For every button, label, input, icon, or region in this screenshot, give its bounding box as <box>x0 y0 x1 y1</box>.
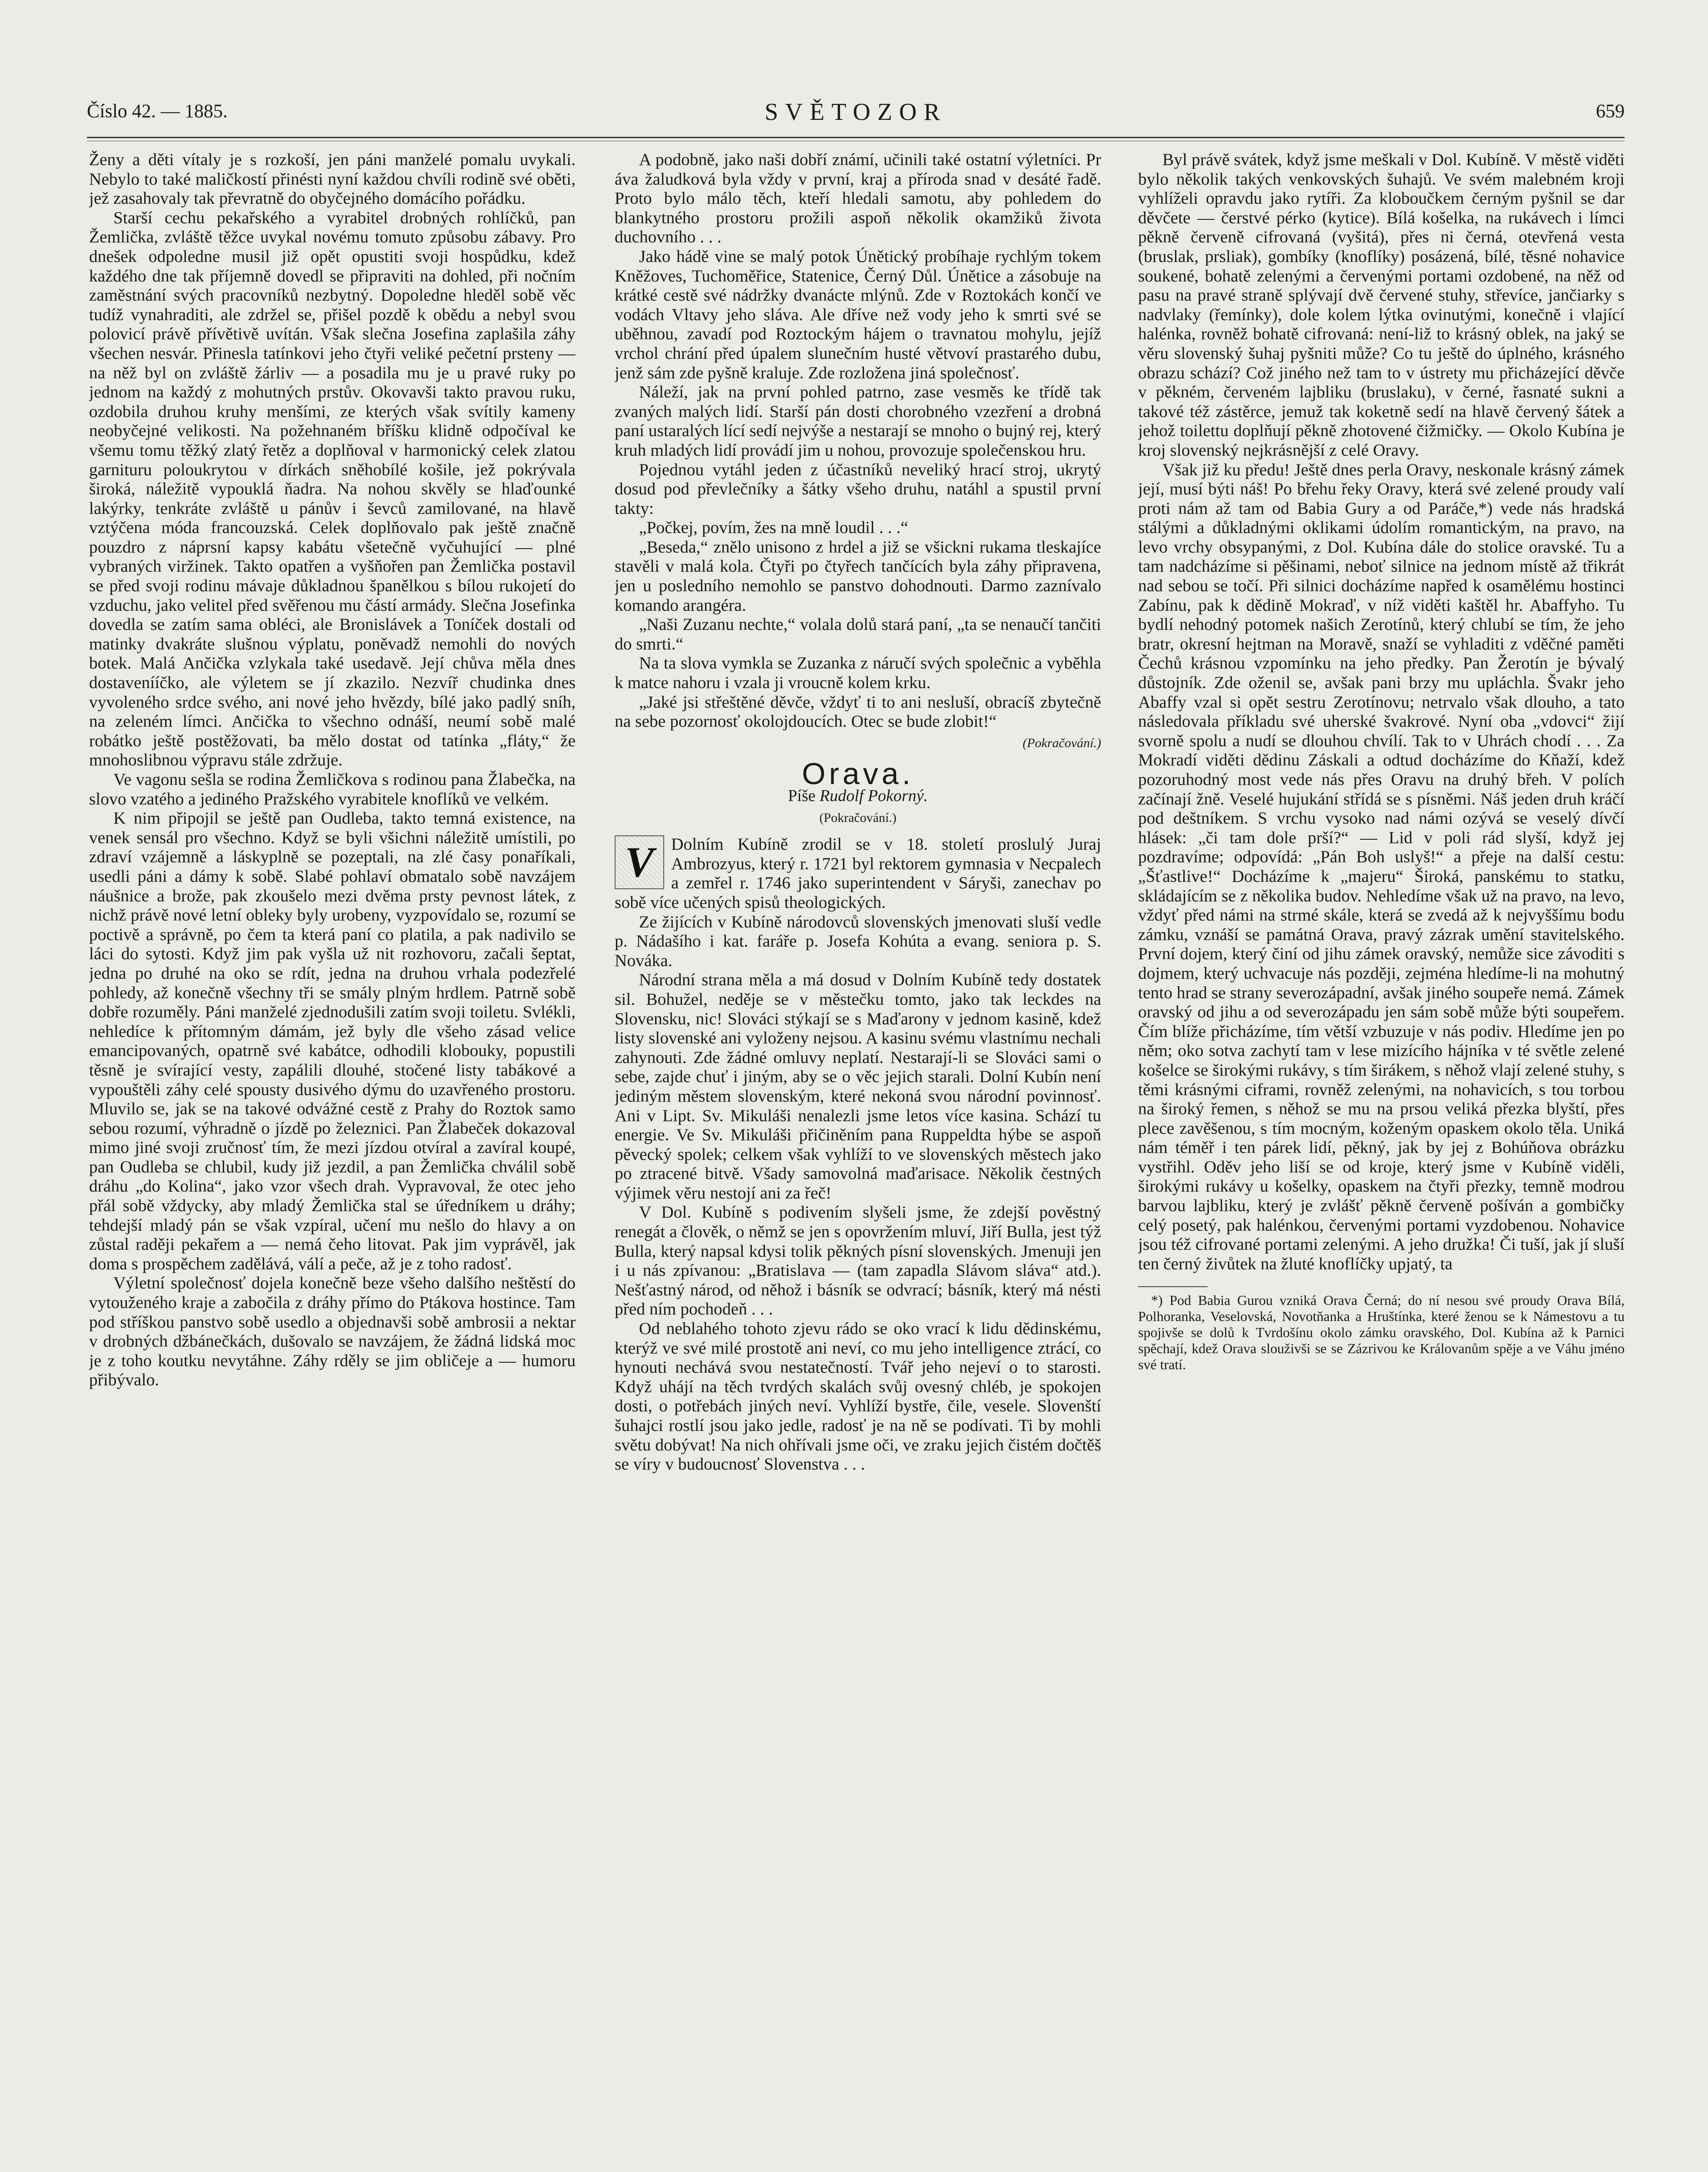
paragraph: Ze žijících v Kubíně národovců slovenských jmenovati sluší vedle p. Nádašího i kat. faráře p. Josefa Kohúta a evang. seniora p. S. Nováka. <box>615 912 1101 970</box>
paragraph: Pojednou vytáhl jeden z účastníků neveliký hrací stroj, ukrytý dosud pod převlečníky a šátky všeho druhu, natáhl a spustil první takty: <box>615 460 1101 518</box>
page-header <box>87 100 1625 139</box>
footnote <box>1138 1292 1625 1373</box>
byline-prefix: Píše <box>788 787 816 805</box>
paragraph: „Beseda,“ znělo unisono z hrdel a již se všickni rukama tleskajíce stavěli v malá kola. Čtyři po čtyřech tančících byla záhy připravena, jen u posledního nemohlo se panstvo dohodnouti. Darmo zaznívalo komando arangéra. <box>615 537 1101 615</box>
paragraph: „Jaké jsi střeštěné děvče, vždyť ti to ani nesluší, obracíš zbytečně na sebe pozornosť okolojdoucích. Otec se bude zlobit!“ <box>615 692 1101 731</box>
drop-cap: V <box>615 835 664 889</box>
footnote-text: *) Pod Babia Gurou vzniká Orava Černá; do ní nesou své proudy Orava Bílá, Polhoranka, Veselovská, Novotňanka a Hruštínka, které ženou se k Námestovu a tu spojivše se dolů k Tvrdošínu okolo zámku oravského, Dol. Kubína až k Parnici spěchají, kdež Orava slouživši se se Zázrivou ke Královanům spěje a ve Váhu jméno své tratí. <box>1138 1292 1625 1373</box>
header-rule <box>87 137 1625 141</box>
paragraph: Výletní společnosť dojela konečně beze všeho dalšího neštěstí do vytouženého kraje a zabočila z dráhy přímo do Ptákova hostince. Tam pod stříškou panstvo sobě usedlo a objednavši sobě ambrosii a nektar v drobných džbánečkách, dušovalo se navzájem, že žádná lidská moc je z toho koutku nevytáhne. Záhy rděly se jim obličeje a — humoru přibývalo. <box>89 1273 576 1390</box>
article-body-start <box>615 834 1101 912</box>
paragraph: Starší cechu pekařského a vyrabitel drobných rohlíčků, pan Žemlička, zvláště těžce uvykal novému tomuto způsobu zábavy. Pro dnešek odpoledne musil již opět opustiti svoji hospůdku, kdež každého dne tak příjemně dovedl se připraviti na dohled, při nočním zaměstnání svých pracovníků nezbytný. Dopoledne hleděl sobě věc tudíž vynahraditi, ale zdržel se, přišel pozdě k obědu a nebyl svou polovicí právě přívětivě uvítán. Však slečna Josefina zaplašila záhy všechen nesvár. Přinesla tatínkovi jeho čtyři veliké pečetní prsteny — na něž byl on zvláště žárliv — a posadila mu je u pravé ruky po jednom na každý z mohutných prstův. Okovavši takto pravou ruku, ozdobila druhou kruhy menšími, ze kterých však svítily kameny neobyčejné velikosti. Na požehnaném bříšku klidně odpočíval ke všemu tomu těžký zlatý řetěz a doplňoval v harmonický celek zlatou garnituru poloukrytou v dírkách sněhobílé košile, jež pokrývala široká, náležitě vypouklá ňadra. Na nohou skvěly se hlaďounké lakýrky, tenkráte zvláště u pánův i ševců zamilované, na hlavě vztýčena móda francouzská. Celek doplňovalo pak ještě značně pouzdro z náprsní kapsy kabátu všetečně vyčuhující — plné vybraných viržinek. Takto opatřen a vyšňořen pan Žemlička postavil se před svoji rodinu mávaje důkladnou španělkou s bílou rukojetí do vzduchu, jako velitel před svěřenou mu částí armády. Slečna Josefinka dovedla se zatím sama obléci, ale Bronislávek a Toníček dostali od matinky dvakráte slušnou výplatu, poněvadž nemohli do nových botek. Malá Ančička vzlykala také usedavě. Její chůva měla dnes dostavenííčko, ale výletem se jí zkazilo. Nezvíř chudinka dnes vyvoleného srdce svého, ani nové jeho hvězdy, bílé jako padlý sníh, na zeleném límci. Ančička to všechno odnáší, neumí sobě malé robátko ještě postěžovati, ba mělo dostat od tatínka „fláty,“ že mnohoslibnou výpravu stále zdržuje. <box>89 208 576 770</box>
paragraph: K nim připojil se ještě pan Oudleba, takto temná existence, na venek sensál pro všechno. Když se byli všichni náležitě umístili, po zdraví vzájemně a láskyplně se pozeptali, na zlé časy ponaříkali, usedli páni a dámy k sobě. Slabé pohlaví obmatalo sobě navzájem náušnice a brože, pak zkoušelo mezi dvěma prsty pevnost látek, z nichž právě nové letní obleky byly urobeny, vyzpovídalo se, rozumí se poctivě a správně, po čem ta která paní co platila, a pak nadivilo se láci do sytosti. Když jim pak vyšla už nit rozhovoru, začali šeptat, jedna po druhé na oko se rdít, jedna na druhou vrhala podezřelé pohledy, až konečně všechny tři se smály plným hrdlem. Patrně sobě dobře rozuměly. Páni manželé zjednodušili zatím svoji toiletu. Svlékli, nehledíce k přítomným dámám, jež byly dle všeho zásad velice emancipovaných, opatrně své kabátce, odhodili klobouky, popustili těsně je svírající vesty, zapálili dlouhé, stočené listy tabákové a vypouštěli záhy celé spousty dusivého dýmu do uzavřeného prostoru. Mluvilo se, jak se na takové odvážné cestě z Prahy do Roztok samo sebou rozumí, výhradně o jízdě po železnici. Pan Žlabeček dokazoval mimo jiné svoji zručnosť tím, že mezi jízdou otvíral a zavíral koupé, pan Oudleba se chlubil, kudy již jezdil, a pan Žemlička chválil sobě dráhu „do Kolina“, jako vzor všech drah. Vypravoval, že otec jeho přál sobě vždycky, aby mladý Žemlička stal se úředníkem u dráhy; tehdejší mladý pán se však vzpíral, učení mu nešlo do hlavy a on zůstal raději pekařem a — nemá čeho litovat. Pak jim vyprávěl, jak doma s prospěchem zadělává, válí a peče, až je z toho radosť. <box>89 808 576 1273</box>
continuation-note: (Pokračování.) <box>1023 735 1101 750</box>
paragraph: Ženy a děti vítaly je s rozkoší, jen páni manželé pomalu uvykali. Nebylo to také maličkostí přinésti nyní každou chvíli rodině své oběti, jež zasahovaly tak převratně do obyčejného domácího pořádku. <box>89 150 576 208</box>
paragraph: Náleží, jak na první pohled patrno, zase vesměs ke třídě tak zvaných malých lidí. Starší pán dosti chorobného vzezření a drobná paní ustaralých lící sedí nejvýše a nestarají se mnoho o bujný rej, který kruh mladých lidí provádí jim u nohou, provozuje společenskou hru. <box>615 382 1101 460</box>
column-3 <box>1138 150 1625 2148</box>
footnote-rule <box>1138 1286 1208 1287</box>
paragraph: „Počkej, povím, žes na mně loudil . . .“ <box>639 518 908 537</box>
paragraph: „Naši Zuzanu nechte,“ volala dolů stará paní, „ta se nenaučí tančiti do smrti.“ <box>615 615 1101 653</box>
article-byline <box>615 786 1101 806</box>
paragraph: Národní strana měla a má dosud v Dolním Kubíně tedy dostatek sil. Bohužel, neděje se v městečku tomto, jako tak leckdes na Slovensku, nic! Slováci stýkají se s Maďarony v jednom kasině, kdež listy slovenské ani vyloženy nejsou. A kasinu svému vlastnímu nechali zahynouti. Zde žádné omluvy neplatí. Nestarají-li se Slováci sami o sebe, zajde chuť i jiným, aby se o věc jejich starali. Dolní Kubín není jediným městem slovenským, které nekoná svou národní povinnosť. Ani v Lipt. Sv. Mikuláši nenalezli jsme letos více kasina. Schází tu energie. Ve Sv. Mikuláši přičiněním pana Ruppeldta hýbe se aspoň pěvecký spolek; celkem však vyhlíží to ve slovenských městech jako po ztracené bitvě. Všady samovolná maďarisace. Několik čestných výjimek věru nestojí ani za řeč! <box>615 970 1101 1202</box>
article-continuation-note: (Pokračování.) <box>819 810 897 825</box>
column-2 <box>615 150 1101 2148</box>
paragraph: Byl právě svátek, když jsme meškali v Dol. Kubíně. V městě viděti bylo několik takých venkovských šuhajů. Ve svém malebném kroji vyhlíželi opravdu jako rytíři. Za kloboučkem černým pyšnil se dar děvčete — čerstvé pérko (kytice). Bílá košelka, na rukávech i límci pěkně červeně cifrovaná (vyšitá), přes ni černá, otevřená vesta (bruslak, prsliak), gombíky (knoflíky) posázená, bílé, těsné nohavice soukené, bohatě zelenými a červenými portami ozdobené, na něž od pasu na pravé straně splývají dvě červené stuhy, střevíce, jančiarky s nadvlaky (řemínky), dole kolem lýtka ovinutými, konečně i vlající halénka, rovněž bohatě cifrovaná: není-liž to krásný oblek, na jaký se věru slovenský šuhaj pyšniti může? Co tu ještě do úplného, krásného obrazu schází? Což jiného než tam to v ústrety mu přicházející děvče v pěkném, červeném lajbliku (bruslaku), v černé, řasnaté sukni a takové též zástěrce, jemuž tak koketně sedí na hlavě červený šátek a jehož toilettu doplňují pěkně zhotovené čižmičky. — Okolo Kubína je kroj slovenský nejkrásnější z celé Oravy. <box>1138 150 1625 460</box>
paragraph: Ve vagonu sešla se rodina Žemličkova s rodinou pana Žlabečka, na slovo vzatého a jediného Pražského vyrabitele knoflíků ve velkém. <box>89 770 576 808</box>
paragraph: Od neblahého tohoto zjevu rádo se oko vrací k lidu dědinskému, kterýž ve své milé prostotě ani neví, co mu jeho intelligence ztrácí, co hynouti nechává svou nestatečností. Tvář jeho nejeví o to starosti. Když uhájí na těch tvrdých skalách svůj ovesný chléb, je spokojen dosti, o potřebách jiných neví. Vyhlíží bystře, čile, vesele. Slovenští šuhajci rostlí jsou jako jedle, radosť je na ně se podívati. Ti by mohli světu dobývat! Na nich ohřívali jsme oči, ve zraku jejich čistém dočtěš se víry v budoucnosť Slovenstva . . . <box>615 1319 1101 1474</box>
page-number: 659 <box>1596 100 1625 122</box>
paragraph: Jako hádě vine se malý potok Únětický probíhaje rychlým tokem Kněžoves, Tuchoměřice, Statenice, Černý Důl. Únětice a zásobuje na krátké cestě své nádržky dvanácte mlýnů. Zde v Roztokách končí ve vodách Vltavy jeho sláva. Ale dříve než vody jeho k smrti své se uběhnou, zavadí pod Roztockým hájem o travnatou mohylu, jejíž vrchol chrání před úpalem slunečním husté větvoví prastarého dubu, jenž sám zde pyšně kraluje. Zde rozložena jiná společnosť. <box>615 246 1101 382</box>
paragraph: A podobně, jako naši dobří známí, učinili také ostatní výletníci. Pr áva žaludková byla vždy v první, kraj a příroda snad v desáté řadě. Proto bylo málo těch, kteří hledali samotu, aby pohledem do blankytného prostoru prožili aspoň několik okamžiků života duchovního . . . <box>615 150 1101 247</box>
paragraph: Dolním Kubíně zrodil se v 18. století proslulý Juraj Ambrozyus, který r. 1721 byl rektorem gymnasia v Necpalech a zemřel r. 1746 jako superintendent v Sáryši, zanechav po sobě více učených spisů theologických. <box>615 834 1101 912</box>
article-title: Orava. <box>801 757 914 791</box>
author-name: Rudolf Pokorný. <box>819 787 928 805</box>
issue-number: Číslo 42. — 1885. <box>87 100 228 122</box>
journal-title: SVĚTOZOR <box>765 99 947 126</box>
column-1 <box>89 150 576 2148</box>
paragraph: Však již ku předu! Ještě dnes perla Oravy, neskonale krásný zámek její, musí býti náš! Po břehu řeky Oravy, která své zelené proudy valí proti nám až tam od Babia Gury a od Paráče,*) vede nás hradská stálými a důkladnými oklikami údolím romantickým, na pravo, na levo vrchy obsypanými, z Dol. Kubína dále do stolice oravské. Tu a tam nadcházíme si pěšinami, neboť silnice na jednom místě až třikrát nad sebou se točí. Při silnici docházíme napřed k osamělému hostinci Zabínu, pak k dědině Mokraď, v níž viděti kaštěl hr. Abaffyho. Tu bydlí nehodný potomek našich Zerotínů, který chlubí se tím, že jeho bratr, okresní hejtman na Moravě, snaží se vyhladiti z vděčné paměti Čechů krásnou vzpomínku na jeho předky. Pan Žerotín je bývalý důstojník. Zde oženil se, avšak pani brzy mu upláchla. Švakr jeho Abaffy vzal si opět sestru Zerotínovu; netrvalo však dlouho, a tato následovala příkladu své uherské švakrové. Nyní oba „vdovci“ žijí svorně spolu a nudí se dlouhou chvílí. Tak to v Uhrách chodí . . . Za Mokradí viděti dědinu Záskali a odtud docházíme do Kňaží, kdež pozoruhodný most vede nás přes Oravu na druhý břeh. V polích začínají žně. Veselé hujukání střídá se s písněmi. Náš jeden druh kráčí pod deštníkem. S vrchu vysoko nad námi ozývá se veselý dívčí hlásek: „či tam dole prší?“ — Lid v poli rád slyší, když jej pozdravíme; odpovídá: „Pán Boh uslyš!“ a přeje na další cestu: „Šťastlive!“ Docházíme k „majeru“ Široká, panskému to statku, skládajícím se z několika budov. Nehledíme však už na pravo, na levo, vždyť před námi na strmé skále, která se zvedá až k nejvyššímu bodu zámku, vznáší se památná Orava, pravý zázrak umění stavitelského. První dojem, který činí od jihu zámek oravský, nemůže sice závoditi s dojmem, který uchvacuje nás později, zejména hledíme-li na mohutný tento hrad se strany severozápadní, avšak jiného soupeře nemá. Zámek oravský od jihu a od severozápadu jen sám sobě může býti soupeřem. Čím blíže přicházíme, tím větší vzbuzuje v nás podiv. Hledíme jen po něm; oko sotva zachytí tam v lese mizícího hájníka v té světle zelené košelce se širokými rukávy, s tím širákem, s něhož vlají zelené stuhy, s těmi krásnými ciframi, rovněž zelenými, na nohavicích, s tou torbou na široký řemen, s něhož se mu na prsou veliká přezka blyští, přes plece zavěšenou, s tím mocným, koženým opaskem okolo těla. Uniká nám téměř i ten párek lidí, pěkný, jak by jej z Bohúňova obrázku vystřihl. Oděv jeho liší se od kroje, který jsme v Kubíně viděli, širokými rukávy u košelky, opaskem na čtyři přezky, temně modrou barvou lajbliku, který je zvlášť pěkně červeně pošíván a gombičky celý posetý, pak halénkou, červenými portami vyzdobenou. Nohavice jsou též cifrované portami zelenými. A jeho družka! Či tuší, jak jí sluší ten černý živůtek na žluté knoflíčky upjatý, ta <box>1138 460 1625 1273</box>
paragraph: V Dol. Kubíně s podivením slyšeli jsme, že zdejší pověstný renegát a člověk, o němž se jen s opovržením mluví, Jiří Bulla, jest týž Bulla, který napsal kdysi tolik pěkných písní slovenských. Jmenuji jen i u nás zpívanou: „Bratislava — (tam zapadla Slávom sláva“ atd.). Nešťastný národ, od něhož i básník se odvrací; básník, který má nésti před ním pochodeň . . . <box>615 1202 1101 1319</box>
paragraph: Na ta slova vymkla se Zuzanka z náručí svých společnic a vyběhla k matce nahoru i vzala ji vroucně kolem krku. <box>615 653 1101 692</box>
